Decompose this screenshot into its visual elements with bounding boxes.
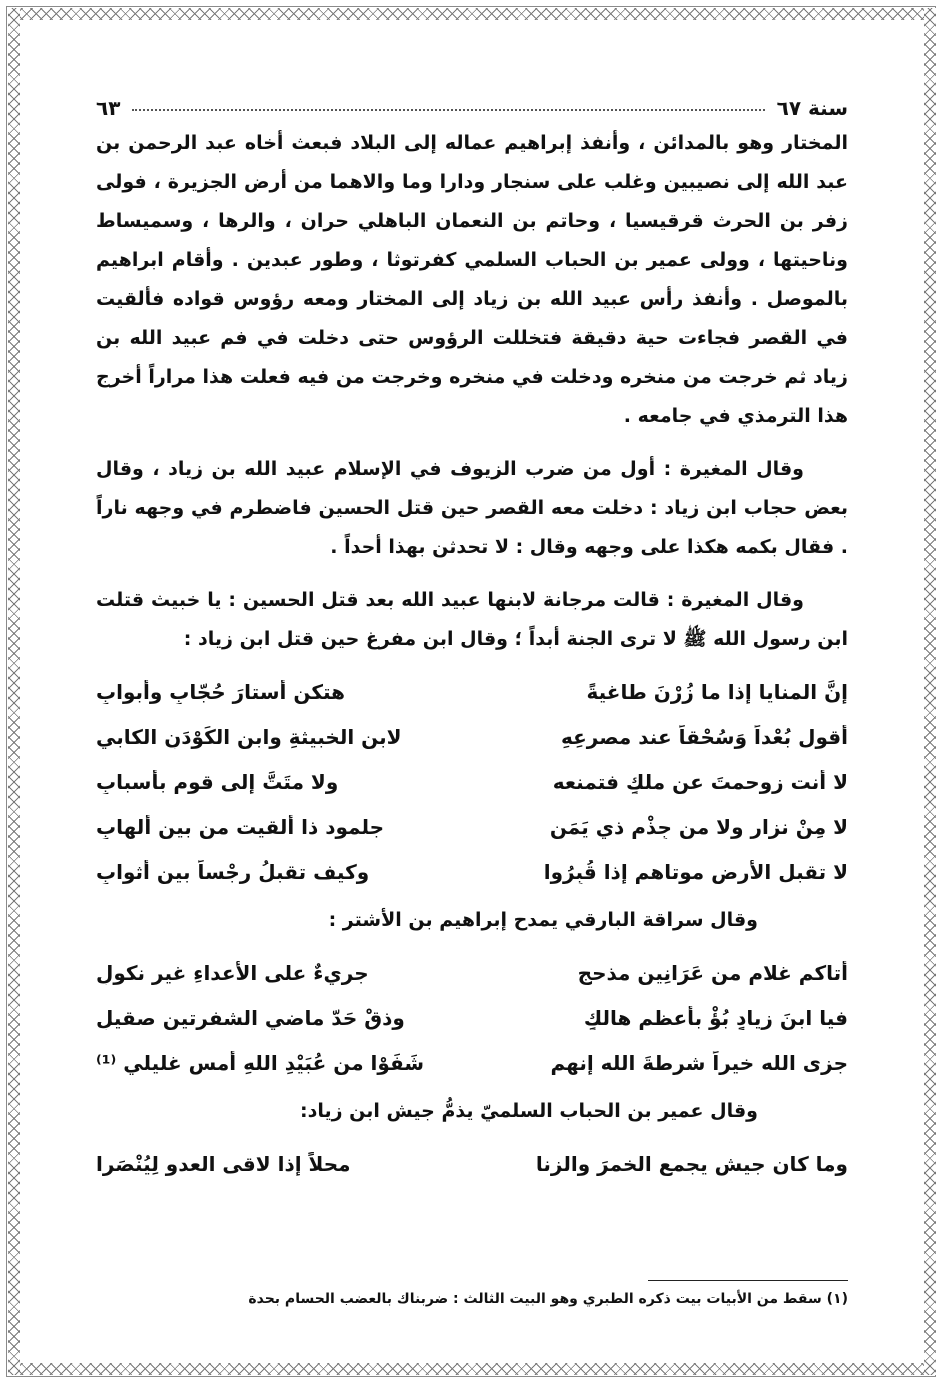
ornamental-border-left xyxy=(8,8,20,1375)
verse-second-hemistich: هتكن أستارَ حُجّابٍ وأبوابِ xyxy=(96,679,345,704)
verse-first-hemistich: وما كان جيش يجمع الخمرَ والزنا xyxy=(535,1151,848,1176)
verse-first-hemistich: جزى الله خيراً شرطةَ الله إنهم xyxy=(550,1050,848,1075)
verse-second-hemistich: محلاً إذا لاقى العدو لِيُنْصَرا xyxy=(96,1151,351,1176)
poem-intro-umayr: وقال عمير بن الحباب السلميّ يذمُّ جيش ابن زياد: xyxy=(300,1100,758,1122)
poem-suraqa xyxy=(96,950,848,1085)
poem-umayr xyxy=(96,1141,848,1186)
verse-second-hemistich: ولا متَتَّ إلى قوم بأسبابِ xyxy=(96,769,339,794)
verse xyxy=(96,804,848,849)
verse xyxy=(96,714,848,759)
verse-second-hemistich: وذقْ حَدّ ماضي الشفرتينِ صقيلِ xyxy=(96,1005,405,1030)
verse xyxy=(96,759,848,804)
paragraph-2: وقال المغيرة : أول من ضرب الزيوف في الإسلام عبيد الله بن زياد ، وقال بعض حجاب ابن زياد : دخلت معه القصر حين قتل الحسين فاضطرم في وجهه ناراً . فقال بكمه هكذا على وجهه وقال : لا تحدثن بهذا أحداً . xyxy=(96,458,848,558)
page-header xyxy=(96,80,848,120)
footnote: (١) سقط من الأبيات بيت ذكره الطبري وهو البيت الثالث : ضربناك بالعضب الحسام بحدة xyxy=(248,1291,848,1307)
verse-second-hemistich: جلمود ذا ألقيت من بين ألهابِ xyxy=(96,814,385,839)
verse-second-hemistich: وكيف تقبلُ رِجْساً بين أثوابِ xyxy=(96,859,370,884)
verse-first-hemistich: إنَّ المنايا إذا ما زُرْنَ طاغيةً xyxy=(586,679,848,704)
verse-first-hemistich: أتاكم غلام من عَرَانِينِ مذحجٍ xyxy=(577,960,848,985)
ornamental-border-bottom xyxy=(8,1363,936,1375)
verse xyxy=(96,1141,848,1186)
verse xyxy=(96,849,848,894)
verse-first-hemistich: لا تقبل الأرض موتاهم إذا قُبِرُوا xyxy=(543,859,848,884)
paragraph-3: وقال المغيرة : قالت مرجانة لابنها عبيد الله بعد قتل الحسين : يا خبيث قتلت ابن رسول الله ﷺ لا ترى الجنة أبداً ؛ وقال ابن مفرغ حين قتل ابن زياد : xyxy=(96,589,848,650)
verse-first-hemistich: فيا ابنَ زيادٍ بُؤْ بأعظم هالكٍ xyxy=(583,1005,848,1030)
verse-second-hemistich: شَفَوْا من عُبَيْدِ اللهِ أمسِ غليلي ⁽¹⁾ xyxy=(96,1050,425,1075)
verse xyxy=(96,669,848,714)
ornamental-border-top xyxy=(8,8,936,20)
paragraph-1: المختار وهو بالمدائن ، وأنفذ إبراهيم عماله إلى البلاد فبعث أخاه عبد الرحمن بن عبد الله إلى نصيبين وغلب على سنجار ودارا وما والاهما من أرض الجزيرة ، فولى زفر بن الحرث قرقيسيا ، وحاتم بن النعمان الباهلي حران ، والرها ، وسميساط وناحيتها ، وولى عمير بن الحباب السلمي كفرتوثا ، وطور عبدين . وأقام ابراهيم بالموصل . وأنفذ رأس عبيد الله بن زياد إلى المختار ومعه رؤوس قواده فألقيت في القصر فجاءت حية دقيقة فتخللت الرؤوس حتى دخلت في فم عبيد الله بن زياد ثم خرجت من منخره ودخلت في منخره وخرجت من فيه فعلت هذا مراراً أخرج هذا الترمذي في جامعه . xyxy=(96,132,848,427)
page-number: ٦٣ xyxy=(96,96,121,120)
verse-second-hemistich: لابن الخبيثةِ وابن الكَوْدَنِ الكابي xyxy=(96,724,402,749)
verse-first-hemistich: لا مِنْ نزار ولا من جِذْمِ ذي يَمَنِ xyxy=(549,814,848,839)
footnote-separator xyxy=(648,1280,848,1281)
verse-second-hemistich: جريءٌ على الأعداءِ غيرِ نكولِ xyxy=(96,960,369,985)
verse xyxy=(96,950,848,995)
verse-first-hemistich: لا أنت زوحمتَ عن ملكٍ فتمنعه xyxy=(552,769,848,794)
poem-intro-suraqa: وقال سراقة البارقي يمدح إبراهيم بن الأشتر : xyxy=(328,909,758,931)
verse xyxy=(96,995,848,1040)
running-title: سنة ٦٧ xyxy=(776,96,848,120)
ornamental-border-right xyxy=(924,8,936,1375)
header-dotted-rule xyxy=(132,109,764,111)
poem-ibn-mufarrigh xyxy=(96,669,848,894)
book-page xyxy=(96,80,848,1340)
verse xyxy=(96,1040,848,1085)
verse-first-hemistich: أقول بُعْداً وَسُحْقاً عند مصرعِهِ xyxy=(560,724,848,749)
